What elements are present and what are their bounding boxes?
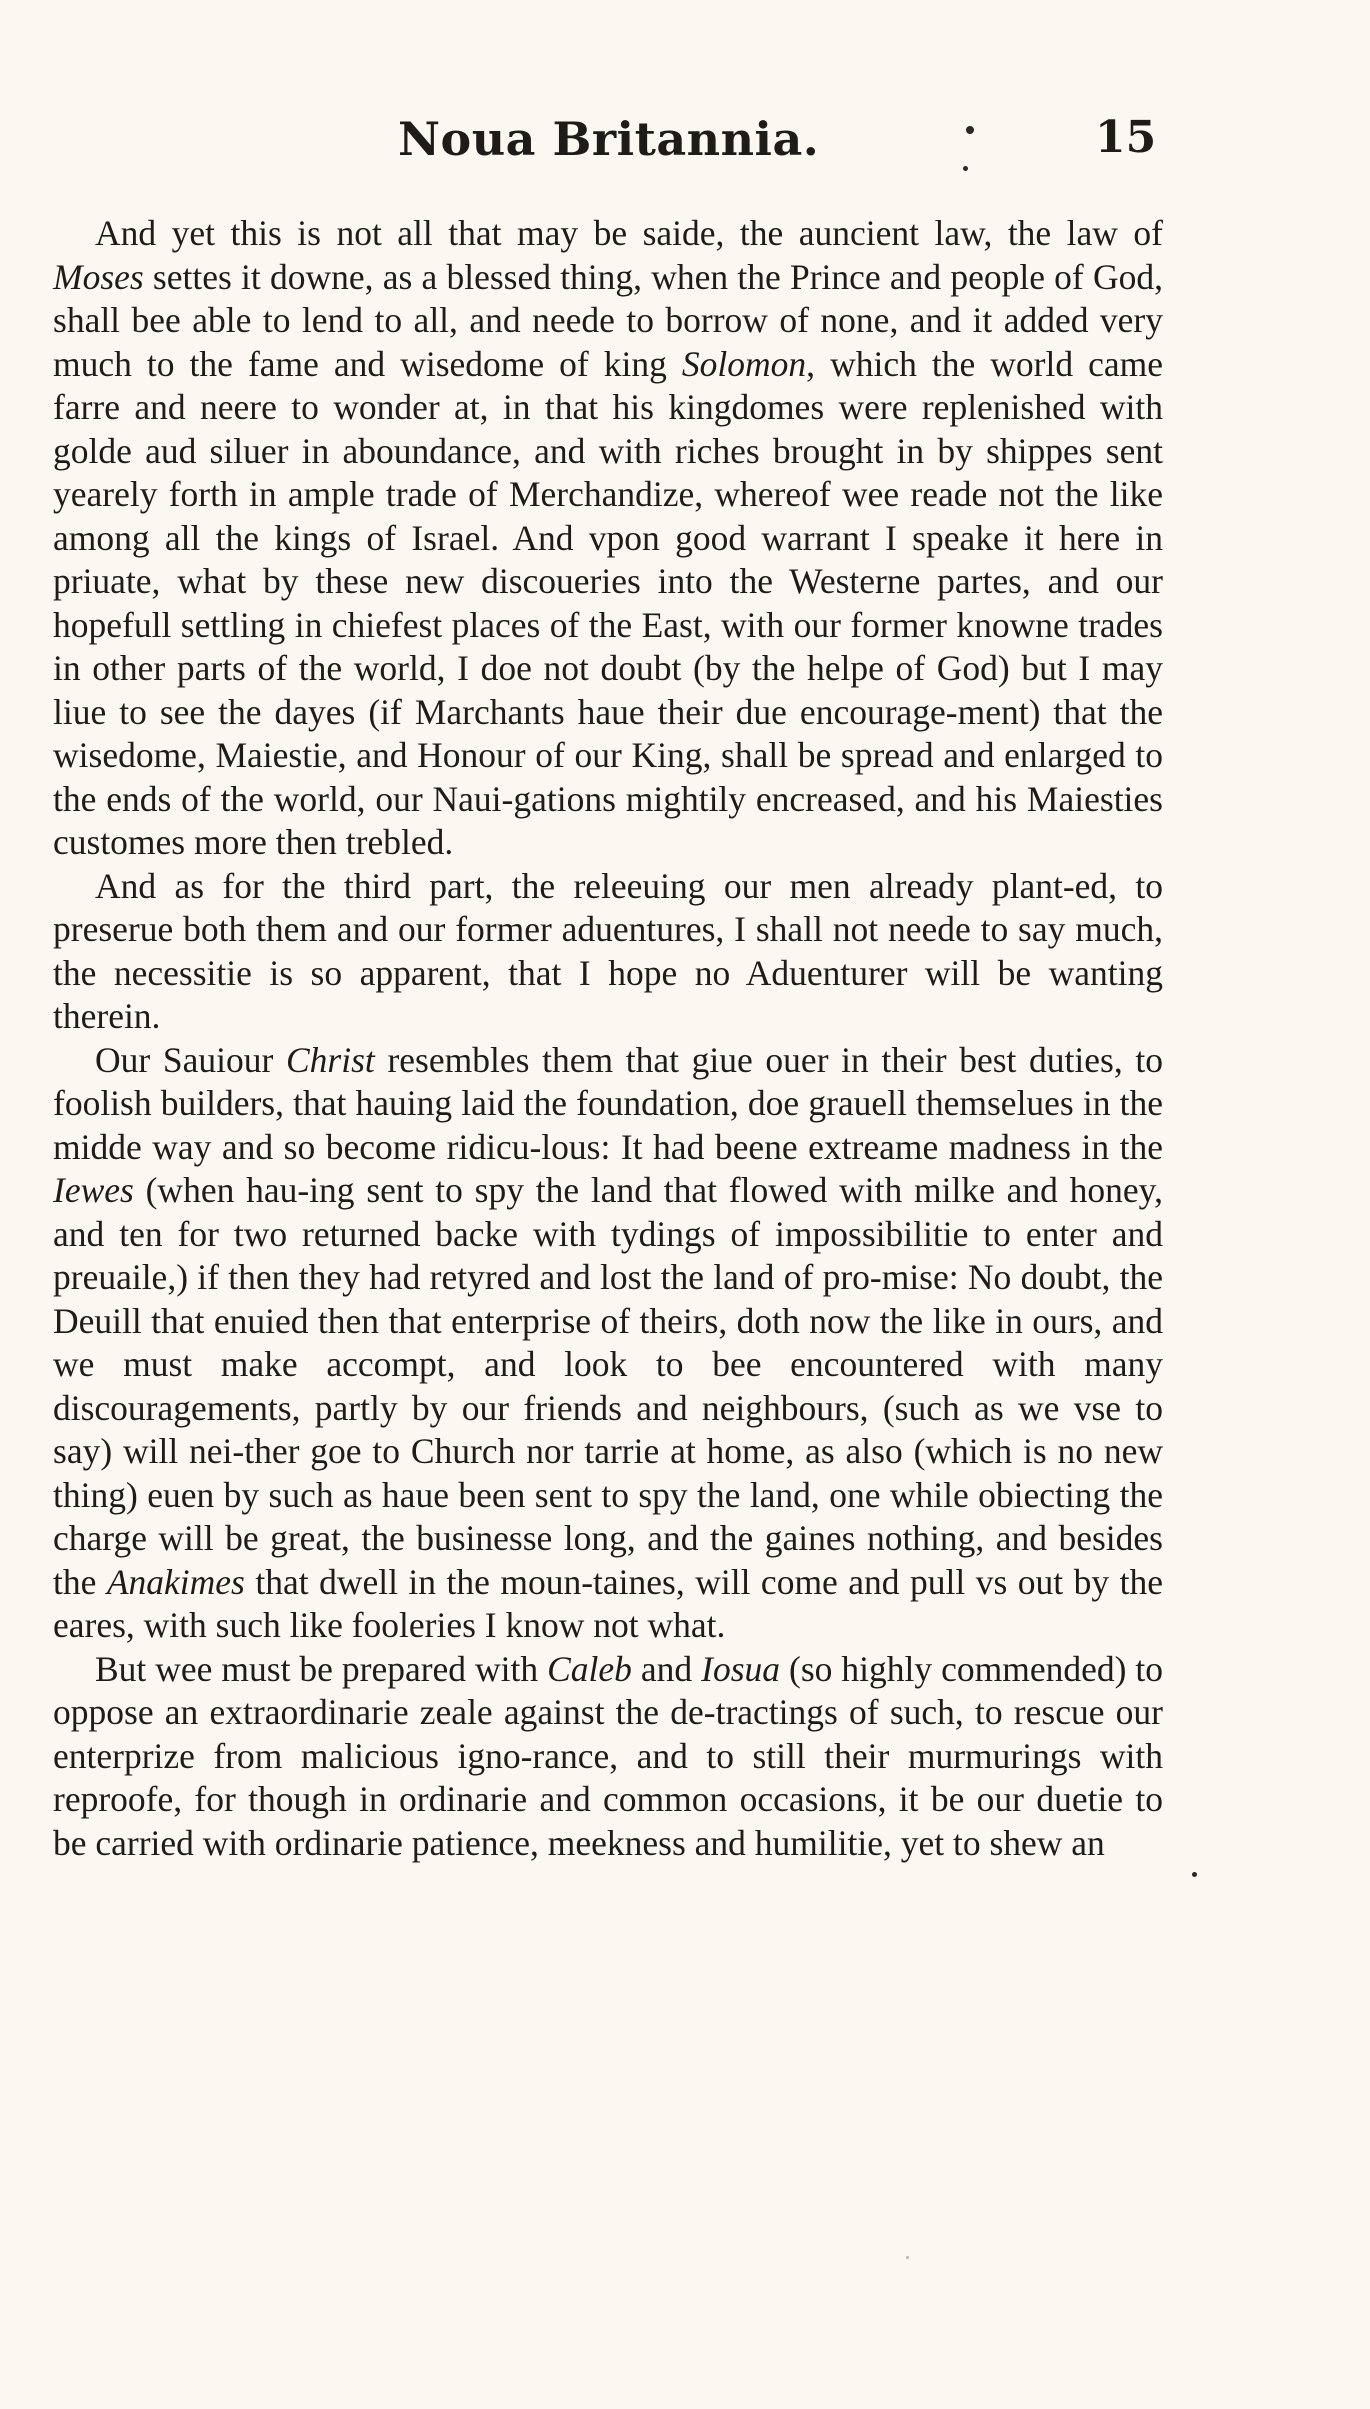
proper-name: Iosua <box>701 1648 781 1689</box>
ink-speck <box>963 166 968 171</box>
text-run: Our Sauiour <box>95 1039 286 1080</box>
proper-name: Caleb <box>547 1648 632 1689</box>
paragraph <box>53 865 1163 1039</box>
ink-speck <box>1192 1872 1197 1877</box>
proper-name: Iewes <box>53 1170 134 1210</box>
text-run: resembles them that giue ouer in their best duties, to foolish builders, that hauing laid the foundation, doe grauell themselues in the midde way and so become ridicu-lous: It had beene extreame madness in the <box>53 1039 1164 1167</box>
text-run: settes it downe, as a blessed thing, when the Prince and people of God, shall bee able to lend to all, and neede to borrow of none, and it added very much to the fame and wisedome of king <box>53 256 1163 384</box>
text-run: , which the world came farre and neere to wonder at, in that his kingdomes were replenished with golde aud siluer in aboundance, and with riches brought in by shippes sent yearely forth in ample trade of Merchandize, whereof wee reade not the like among all the kings of Israel. And vpon good warrant I speake it here in priuate, what by these new discoueries into the Westerne partes, and our hopefull settling in chiefest places of the East, with our former knowne trades in other parts of the world, I doe not doubt (by the helpe of God) but I may liue to see the dayes (if Marchants haue their due encourage-ment) that the wisedome, Maiestie, and Honour of our King, shall be spread and enlarged to the ends of the world, our Naui-gations mightily encreased, and his Maiesties customes more then trebled. <box>53 343 1163 862</box>
text-run: and <box>631 1648 702 1689</box>
body-text <box>53 212 1163 1865</box>
proper-name: Moses <box>53 256 144 297</box>
paragraph <box>53 212 1163 865</box>
text-run: (when hau-ing sent to spy the land that flowed with milke and honey, and ten for two returned backe with tydings of impossibilitie to enter and preuaile,) if then they had retyred and lost the land of pro-mise: No doubt, the Deuill that enuied then that enterprise of theirs, doth now the like in ours, and we must make accompt, and look to bee encountered with many discouragements, partly by our friends and neighbours, (such as we vse to say) will nei-ther goe to Church nor tarrie at home, as also (which is no new thing) euen by such as haue been sent to spy the land, one while obiecting the charge will be great, the businesse long, and the gaines nothing, and besides the <box>53 1170 1163 1602</box>
running-title: Noua Britannia. <box>398 112 820 166</box>
paragraph <box>53 1039 1163 1648</box>
text-run: that dwell in the moun-taines, will come and pull vs out by the eares, with such like fooleries I know not what. <box>53 1561 1163 1645</box>
paragraph <box>53 1648 1163 1866</box>
text-run: And as for the third part, the releeuing our men already plant-ed, to preserue both them and our former aduentures, I shall not neede to say much, the necessitie is so apparent, that I hope no Aduenturer will be wanting therein. <box>53 865 1163 1036</box>
proper-name: Solomon <box>681 343 807 384</box>
proper-name: Anakimes <box>106 1561 245 1602</box>
text-run: And yet this is not all that may be saide, the auncient law, the law of <box>95 213 1163 253</box>
running-head <box>0 112 1370 172</box>
ink-speck <box>906 2256 909 2259</box>
ink-speck <box>966 126 974 134</box>
text-run: (so highly commended) to oppose an extraordinarie zeale against the de-tractings of such, to rescue our enterprize from malicious igno-rance, and to still their murmurings with reproofe, for though in ordinarie and common occasions, it be our duetie to be carried with ordinarie patience, meekness and humilitie, yet to shew an <box>53 1648 1163 1863</box>
text-run: But wee must be prepared with <box>95 1648 548 1689</box>
proper-name: Christ <box>286 1039 375 1080</box>
page-number: 15 <box>1095 112 1157 163</box>
